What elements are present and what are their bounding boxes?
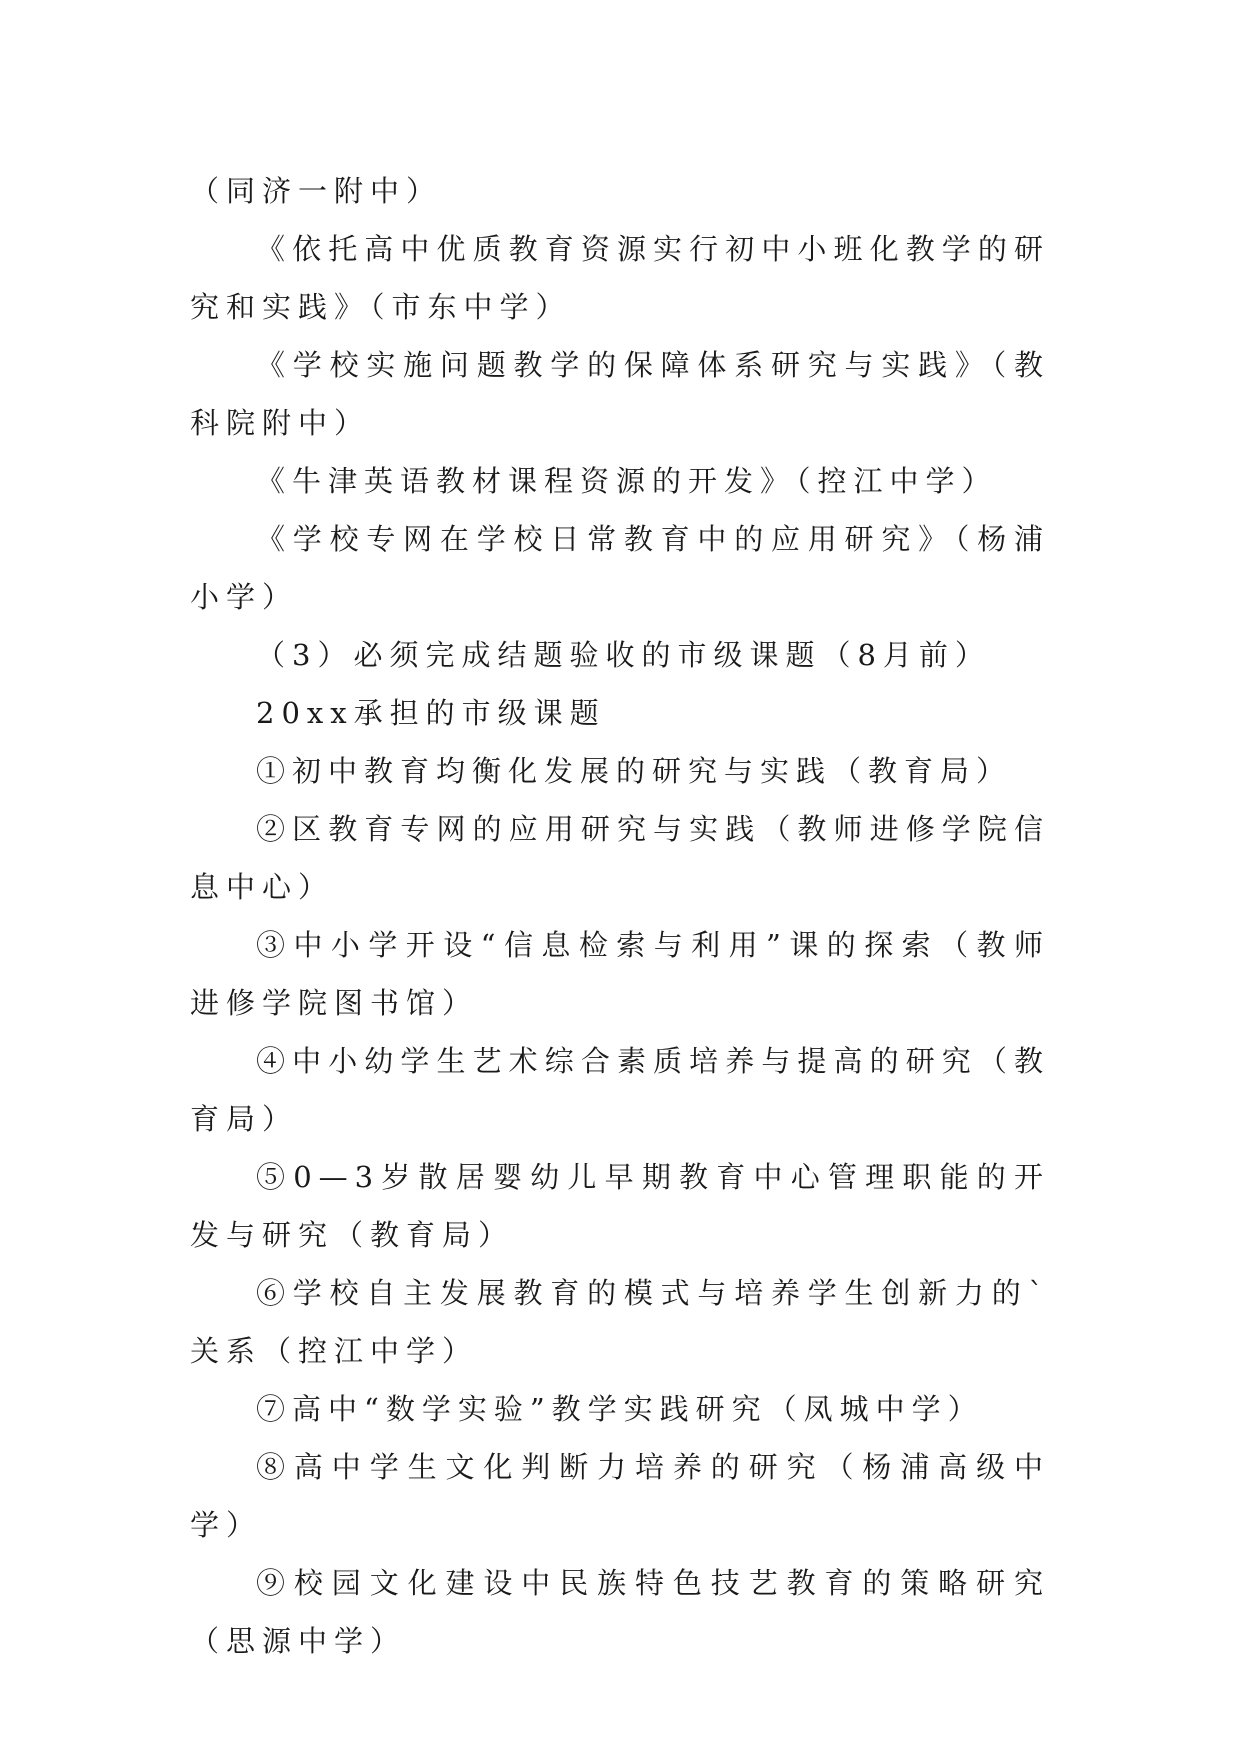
list-item: ①初中教育均衡化发展的研究与实践（教育局） <box>256 754 1013 788</box>
paragraph-affiliation: （同济一附中） <box>190 174 443 208</box>
paragraph-project-title: 《学校专网在学校日常教育中的应用研究》（杨浦小学） <box>190 522 1050 614</box>
document-body <box>190 162 1050 1670</box>
paragraph-project-title: 《依托高中优质教育资源实行初中小班化教学的研究和实践》（市东中学） <box>190 232 1050 324</box>
list-item: ③中小学开设“信息检索与利用”课的探索（教师进修学院图书馆） <box>190 928 1050 1020</box>
list-item: ⑦高中“数学实验”教学实践研究（凤城中学） <box>256 1392 984 1426</box>
paragraph-project-title: 《牛津英语教材课程资源的开发》（控江中学） <box>256 464 998 498</box>
subsection-heading: 20xx承担的市级课题 <box>256 696 606 730</box>
section-heading: （3）必须完成结题验收的市级课题（8月前） <box>256 638 991 672</box>
list-item: ⑥学校自主发展教育的模式与培养学生创新力的`关系（控江中学） <box>190 1276 1050 1368</box>
list-item: ⑨校园文化建设中民族特色技艺教育的策略研究（思源中学） <box>190 1566 1050 1658</box>
list-item: ④中小幼学生艺术综合素质培养与提高的研究（教育局） <box>190 1044 1050 1136</box>
list-item: ②区教育专网的应用研究与实践（教师进修学院信息中心） <box>190 812 1050 904</box>
list-item: ⑤0—3岁散居婴幼儿早期教育中心管理职能的开发与研究（教育局） <box>190 1160 1050 1252</box>
list-item: ⑧高中学生文化判断力培养的研究（杨浦高级中学） <box>190 1450 1050 1542</box>
paragraph-project-title: 《学校实施问题教学的保障体系研究与实践》（教科院附中） <box>190 348 1050 440</box>
